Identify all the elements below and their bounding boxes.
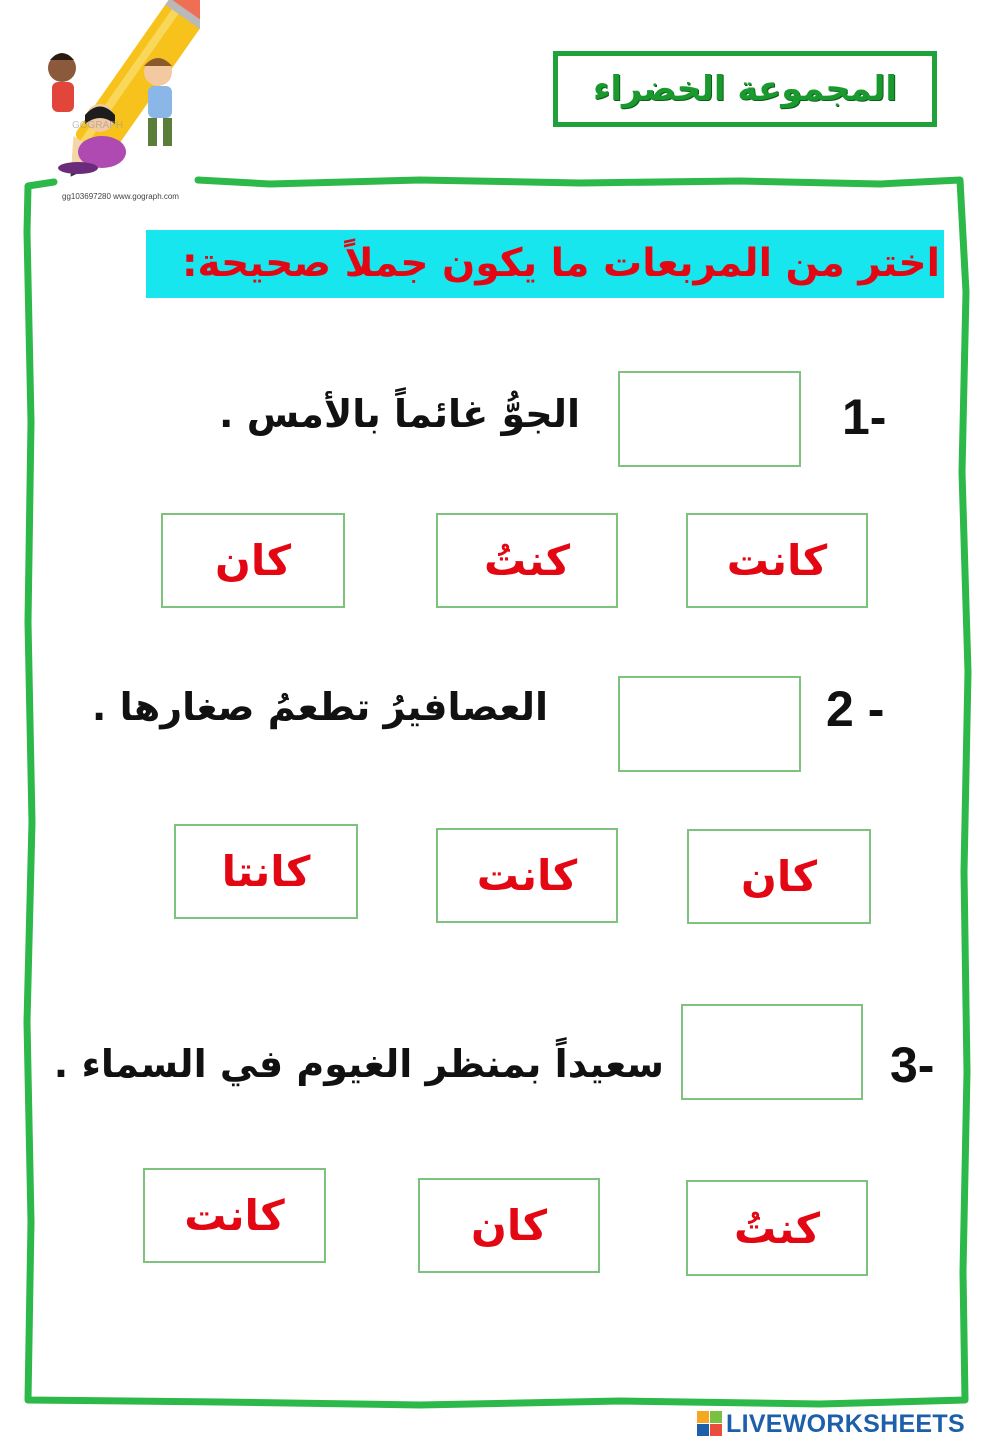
kids-pencil-clipart bbox=[40, 0, 200, 200]
question-2-number: 2 - bbox=[826, 681, 885, 737]
question-2-choice-3[interactable]: كانتا bbox=[174, 824, 358, 919]
question-3-answer-box[interactable] bbox=[681, 1004, 863, 1100]
brand-name: LIVEWORKSHEETS bbox=[726, 1409, 965, 1438]
question-1-choice-1[interactable]: كانت bbox=[686, 513, 868, 608]
liveworksheets-logo[interactable] bbox=[697, 1408, 997, 1440]
question-2-choice-2[interactable]: كانت bbox=[436, 828, 618, 923]
liveworksheets-icon bbox=[697, 1411, 723, 1437]
question-2-text: العصافيرُ تطعمُ صغارها . bbox=[91, 685, 548, 729]
question-3-text: سعيداً بمنظر الغيوم في السماء . bbox=[53, 1042, 664, 1086]
question-3-choice-2[interactable]: كان bbox=[418, 1178, 600, 1273]
question-2-choice-1[interactable]: كان bbox=[687, 829, 871, 924]
question-1-answer-box[interactable] bbox=[618, 371, 801, 467]
group-title: المجموعة الخضراء bbox=[592, 69, 898, 109]
question-1-text: الجوُّ غائماً بالأمس . bbox=[219, 392, 580, 436]
question-3-choice-3[interactable]: كانت bbox=[143, 1168, 326, 1263]
clipart-caption: gg103697280 www.gograph.com bbox=[62, 192, 179, 201]
question-1-choice-3[interactable]: كان bbox=[161, 513, 345, 608]
svg-text:GOGRAPH: GOGRAPH bbox=[72, 120, 124, 131]
question-2-answer-box[interactable] bbox=[618, 676, 801, 772]
question-1-choice-2[interactable]: كنتُ bbox=[436, 513, 618, 608]
question-3-number: 3- bbox=[890, 1037, 935, 1093]
instruction-text: اختر من المربعات ما يكون جملاً صحيحة: bbox=[181, 241, 940, 286]
group-title-box bbox=[553, 51, 937, 127]
question-1-number: 1- bbox=[842, 389, 887, 445]
question-3-choice-1[interactable]: كنتُ bbox=[686, 1180, 868, 1276]
